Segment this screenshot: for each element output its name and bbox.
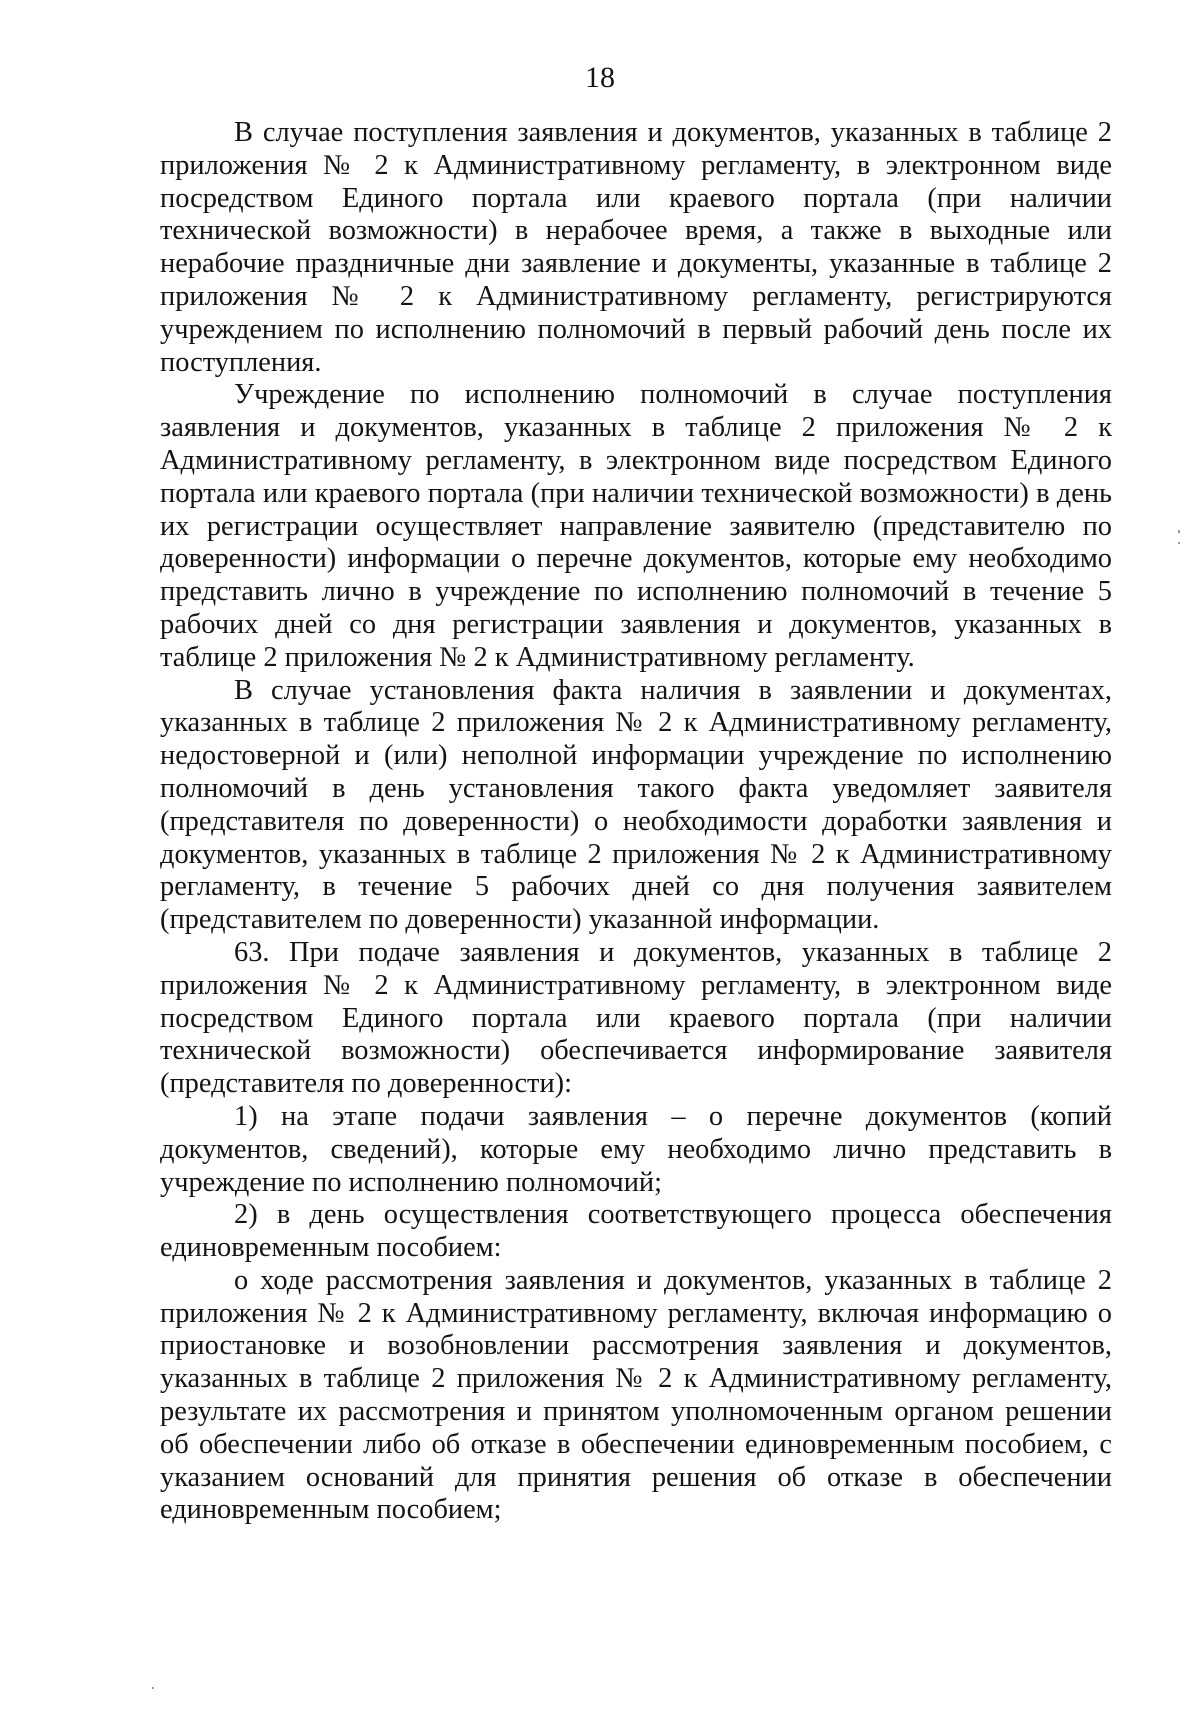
paragraph-item-2-details: о ходе рассмотрения заявления и документов, указанных в таблице 2 приложения № 2 к Административному регламенту, включая информацию о приостановке и возобновлении рассмотрения заявления и документов, указанных в таблице 2 приложения № 2 к Административному регламенту, результате их рассмотрения и принятом уполномоченным органом решении об обеспечении либо об отказе в обеспечении единовременным пособием, с указанием оснований для принятия решения об отказе в обеспечении единовременным пособием; bbox=[160, 1264, 1112, 1526]
paragraph-clause-63: 63. При подаче заявления и документов, указанных в таблице 2 приложения № 2 к Административному регламенту, в электронном виде посредством Единого портала или краевого портала (при наличии технической возможности) обеспечивается информирование заявителя (представителя по доверенности): bbox=[160, 936, 1112, 1100]
paragraph-notification-documents-list: Учреждение по исполнению полномочий в случае поступления заявления и документов, указанных в таблице 2 приложения № 2 к Административному регламенту, в электронном виде посредством Единого портала или краевого портала (при наличии технической возможности) в день их регистрации осуществляет направление заявителю (представителю по доверенности) информации о перечне документов, которые ему необходимо представить лично в учреждение по исполнению полномочий в течение 5 рабочих дней со дня регистрации заявления и документов, указанных в таблице 2 приложения № 2 к Административному регламенту. bbox=[160, 379, 1112, 673]
paragraph-registration-nonworking-time: В случае поступления заявления и документов, указанных в таблице 2 приложения № 2 к Административному регламенту, в электронном виде посредством Единого портала или краевого портала (при наличии технической возможности) в нерабочее время, а также в выходные или нерабочие праздничные дни заявление и документы, указанные в таблице 2 приложения № 2 к Административному регламенту, регистрируются учреждением по исполнению полномочий в первый рабочий день после их поступления. bbox=[160, 117, 1112, 378]
paragraph-item-1: 1) на этапе подачи заявления – о перечне документов (копий документов, сведений), которые ему необходимо лично представить в учреждение по исполнению полномочий; bbox=[160, 1100, 1112, 1198]
scan-speck bbox=[1178, 542, 1180, 544]
scan-speck bbox=[152, 1687, 154, 1689]
scan-speck bbox=[1178, 530, 1180, 533]
document-body bbox=[160, 117, 1112, 1527]
paragraph-invalid-information: В случае установления факта наличия в заявлении и документах, указанных в таблице 2 приложения № 2 к Административному регламенту, недостоверной и (или) неполной информации учреждение по исполнению полномочий в день установления такого факта уведомляет заявителя (представителя по доверенности) о необходимости доработки заявления и документов, указанных в таблице 2 приложения № 2 к Административному регламенту, в течение 5 рабочих дней со дня получения заявителем (представителем по доверенности) указанной информации. bbox=[160, 674, 1112, 936]
page-number: 18 bbox=[585, 61, 615, 94]
paragraph-item-2: 2) в день осуществления соответствующего процесса обеспечения единовременным пособием: bbox=[160, 1199, 1112, 1264]
